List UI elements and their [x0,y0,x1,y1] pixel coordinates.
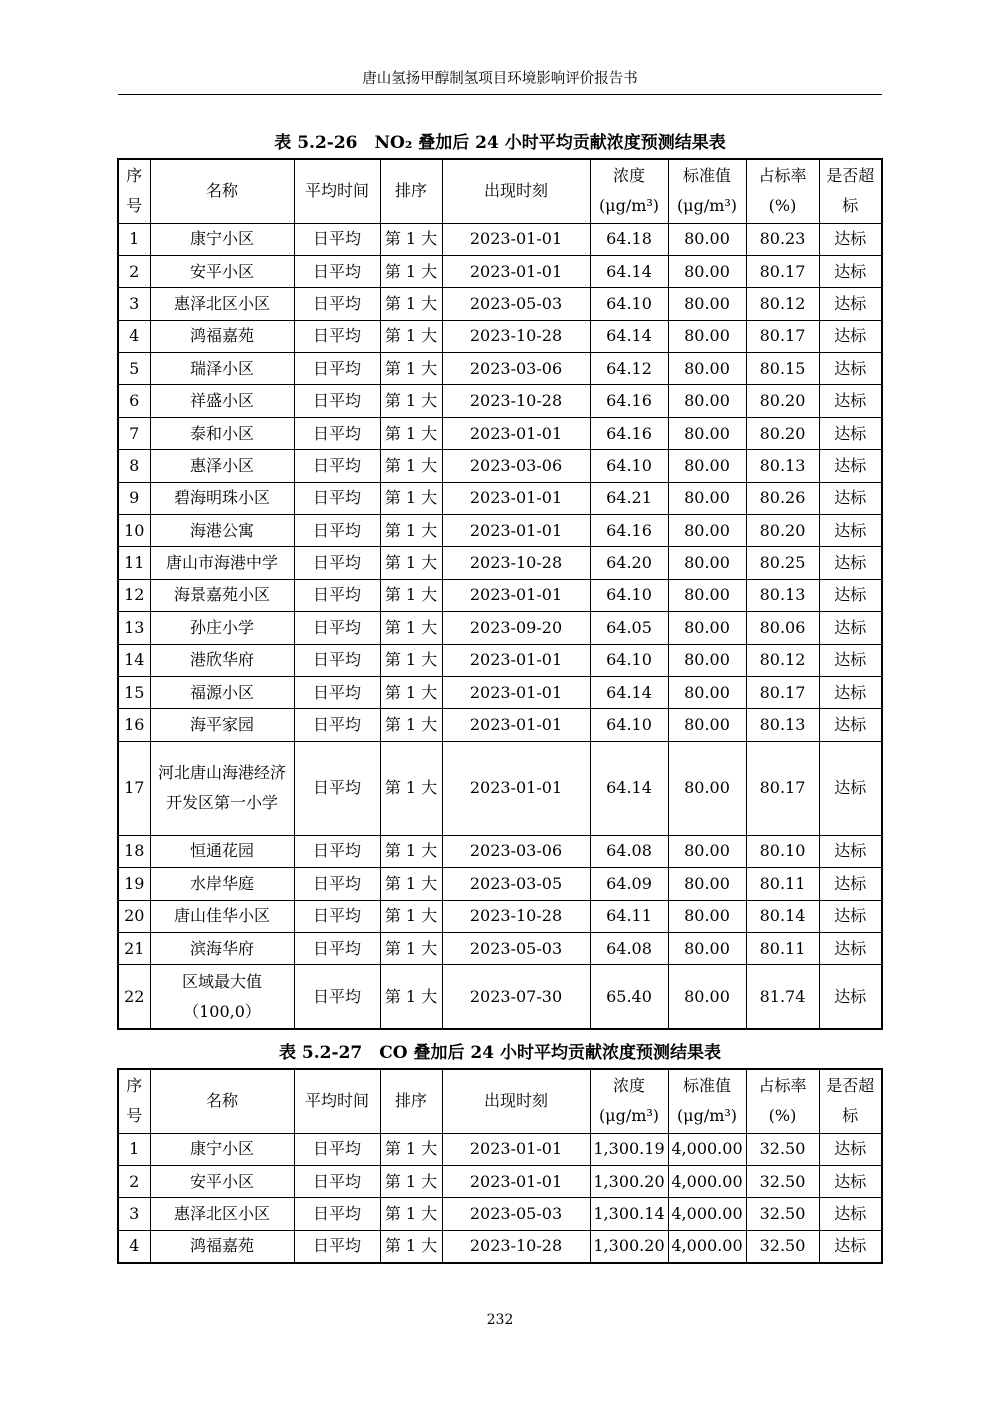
cell-avg-time: 日平均 [294,385,380,417]
col-rank-header: 排序 [380,1069,442,1133]
cell-time: 2023-01-01 [442,709,590,741]
cell-std: 80.00 [668,900,746,932]
cell-rank: 第 1 大 [380,868,442,900]
cell-time: 2023-09-20 [442,612,590,644]
cell-avg-time: 日平均 [294,547,380,579]
cell-conc: 64.18 [590,223,668,255]
table-row [118,515,882,547]
cell-name: 海平家园 [150,709,294,741]
cell-rank: 第 1 大 [380,709,442,741]
cell-conc: 64.05 [590,612,668,644]
cell-avg-time: 日平均 [294,1198,380,1230]
cell-ratio: 80.25 [746,547,819,579]
table-row [118,385,882,417]
cell-exceed: 达标 [819,709,882,741]
cell-ratio: 80.12 [746,644,819,676]
cell-time: 2023-01-01 [442,1165,590,1197]
cell-rank: 第 1 大 [380,385,442,417]
cell-rank: 第 1 大 [380,835,442,867]
table2 [117,1068,883,1264]
cell-ratio: 80.14 [746,900,819,932]
running-header-title: 唐山氢扬甲醇制氢项目环境影响评价报告书 [362,71,638,87]
cell-ratio: 80.13 [746,579,819,611]
cell-std: 80.00 [668,741,746,835]
cell-name: 滨海华府 [150,932,294,964]
table-row [118,868,882,900]
cell-rank: 第 1 大 [380,450,442,482]
cell-seq: 3 [118,1198,150,1230]
cell-avg-time: 日平均 [294,450,380,482]
cell-ratio: 80.15 [746,353,819,385]
cell-exceed: 达标 [819,1133,882,1165]
cell-std: 80.00 [668,644,746,676]
cell-ratio: 32.50 [746,1133,819,1165]
cell-exceed: 达标 [819,741,882,835]
cell-exceed: 达标 [819,965,882,1029]
cell-std: 80.00 [668,709,746,741]
col-ratio-header: 占标率 (%) [746,159,819,223]
cell-time: 2023-10-28 [442,1230,590,1262]
cell-avg-time: 日平均 [294,417,380,449]
cell-conc: 65.40 [590,965,668,1029]
cell-time: 2023-10-28 [442,385,590,417]
cell-std: 80.00 [668,450,746,482]
cell-avg-time: 日平均 [294,741,380,835]
col-avg-time-header: 平均时间 [294,159,380,223]
cell-seq: 9 [118,482,150,514]
cell-conc: 64.10 [590,644,668,676]
cell-time: 2023-01-01 [442,223,590,255]
cell-std: 80.00 [668,612,746,644]
cell-std: 4,000.00 [668,1133,746,1165]
cell-ratio: 32.50 [746,1165,819,1197]
cell-time: 2023-10-28 [442,900,590,932]
cell-name: 鸿福嘉苑 [150,1230,294,1262]
cell-time: 2023-01-01 [442,741,590,835]
cell-name: 祥盛小区 [150,385,294,417]
table-row [118,320,882,352]
cell-time: 2023-01-01 [442,515,590,547]
cell-seq: 8 [118,450,150,482]
cell-std: 80.00 [668,223,746,255]
cell-ratio: 32.50 [746,1230,819,1262]
cell-name: 区域最大值（100,0） [150,965,294,1029]
cell-rank: 第 1 大 [380,741,442,835]
cell-std: 80.00 [668,288,746,320]
cell-conc: 64.14 [590,320,668,352]
table-row [118,288,882,320]
cell-conc: 64.11 [590,900,668,932]
cell-conc: 64.14 [590,676,668,708]
page-number: 232 [486,1312,514,1328]
cell-conc: 64.09 [590,868,668,900]
cell-rank: 第 1 大 [380,676,442,708]
cell-name: 惠泽小区 [150,450,294,482]
cell-exceed: 达标 [819,482,882,514]
cell-std: 80.00 [668,515,746,547]
cell-time: 2023-05-03 [442,288,590,320]
cell-name: 河北唐山海港经济开发区第一小学 [150,741,294,835]
table-row [118,835,882,867]
cell-ratio: 80.17 [746,320,819,352]
cell-std: 4,000.00 [668,1230,746,1262]
col-avg-time-header: 平均时间 [294,1069,380,1133]
cell-seq: 3 [118,288,150,320]
cell-avg-time: 日平均 [294,1165,380,1197]
cell-rank: 第 1 大 [380,320,442,352]
cell-rank: 第 1 大 [380,482,442,514]
cell-seq: 11 [118,547,150,579]
cell-std: 80.00 [668,547,746,579]
cell-name: 孙庄小学 [150,612,294,644]
cell-time: 2023-03-06 [442,835,590,867]
cell-std: 80.00 [668,482,746,514]
cell-exceed: 达标 [819,320,882,352]
cell-seq: 17 [118,741,150,835]
cell-exceed: 达标 [819,515,882,547]
table-row [118,255,882,287]
table-row [118,709,882,741]
cell-conc: 1,300.14 [590,1198,668,1230]
table-row [118,547,882,579]
table-row [118,482,882,514]
cell-time: 2023-01-01 [442,482,590,514]
cell-exceed: 达标 [819,868,882,900]
table-row [118,579,882,611]
cell-conc: 1,300.19 [590,1133,668,1165]
table-row [118,932,882,964]
cell-exceed: 达标 [819,900,882,932]
cell-exceed: 达标 [819,1230,882,1262]
cell-exceed: 达标 [819,417,882,449]
cell-exceed: 达标 [819,932,882,964]
cell-seq: 16 [118,709,150,741]
cell-time: 2023-01-01 [442,417,590,449]
cell-std: 80.00 [668,868,746,900]
cell-ratio: 80.12 [746,288,819,320]
cell-ratio: 80.26 [746,482,819,514]
cell-seq: 1 [118,223,150,255]
table-row [118,353,882,385]
cell-conc: 64.12 [590,353,668,385]
cell-std: 80.00 [668,417,746,449]
cell-std: 80.00 [668,255,746,287]
cell-conc: 64.10 [590,288,668,320]
cell-std: 80.00 [668,385,746,417]
cell-rank: 第 1 大 [380,353,442,385]
cell-seq: 13 [118,612,150,644]
cell-time: 2023-03-06 [442,450,590,482]
cell-avg-time: 日平均 [294,709,380,741]
table-row [118,644,882,676]
cell-time: 2023-01-01 [442,579,590,611]
cell-seq: 14 [118,644,150,676]
cell-ratio: 80.13 [746,709,819,741]
cell-seq: 1 [118,1133,150,1165]
cell-name: 惠泽北区小区 [150,1198,294,1230]
cell-time: 2023-05-03 [442,1198,590,1230]
cell-name: 水岸华庭 [150,868,294,900]
cell-rank: 第 1 大 [380,579,442,611]
table2-header-row [118,1069,882,1133]
cell-ratio: 80.13 [746,450,819,482]
cell-ratio: 80.10 [746,835,819,867]
col-seq-header: 序 号 [118,159,150,223]
cell-seq: 12 [118,579,150,611]
col-std-header: 标准值 (μg/m³) [668,159,746,223]
cell-exceed: 达标 [819,1165,882,1197]
cell-name: 唐山市海港中学 [150,547,294,579]
cell-name: 鸿福嘉苑 [150,320,294,352]
cell-exceed: 达标 [819,255,882,287]
cell-conc: 64.16 [590,515,668,547]
cell-avg-time: 日平均 [294,644,380,676]
cell-ratio: 80.17 [746,255,819,287]
cell-exceed: 达标 [819,1198,882,1230]
cell-name: 唐山佳华小区 [150,900,294,932]
table1-header-row [118,159,882,223]
cell-conc: 64.10 [590,450,668,482]
cell-ratio: 80.17 [746,676,819,708]
cell-name: 福源小区 [150,676,294,708]
cell-name: 安平小区 [150,1165,294,1197]
cell-conc: 64.08 [590,932,668,964]
cell-rank: 第 1 大 [380,515,442,547]
cell-avg-time: 日平均 [294,482,380,514]
cell-ratio: 80.20 [746,385,819,417]
cell-avg-time: 日平均 [294,835,380,867]
cell-seq: 6 [118,385,150,417]
cell-name: 康宁小区 [150,1133,294,1165]
cell-avg-time: 日平均 [294,255,380,287]
col-exceed-header: 是否超 标 [819,159,882,223]
table-row [118,223,882,255]
cell-ratio: 80.20 [746,417,819,449]
cell-exceed: 达标 [819,612,882,644]
cell-std: 80.00 [668,965,746,1029]
cell-ratio: 80.17 [746,741,819,835]
cell-exceed: 达标 [819,644,882,676]
cell-std: 80.00 [668,835,746,867]
cell-conc: 64.14 [590,255,668,287]
cell-seq: 5 [118,353,150,385]
cell-seq: 22 [118,965,150,1029]
cell-rank: 第 1 大 [380,223,442,255]
cell-exceed: 达标 [819,547,882,579]
cell-name: 康宁小区 [150,223,294,255]
cell-seq: 4 [118,320,150,352]
cell-ratio: 80.20 [746,515,819,547]
running-header [118,64,882,95]
cell-name: 海港公寓 [150,515,294,547]
table-row [118,417,882,449]
cell-rank: 第 1 大 [380,255,442,287]
cell-name: 泰和小区 [150,417,294,449]
cell-rank: 第 1 大 [380,417,442,449]
col-ratio-header: 占标率 (%) [746,1069,819,1133]
col-seq-header: 序 号 [118,1069,150,1133]
cell-time: 2023-01-01 [442,676,590,708]
col-rank-header: 排序 [380,159,442,223]
col-exceed-header: 是否超 标 [819,1069,882,1133]
cell-time: 2023-01-01 [442,255,590,287]
cell-time: 2023-10-28 [442,320,590,352]
cell-exceed: 达标 [819,579,882,611]
cell-ratio: 80.06 [746,612,819,644]
col-name-header: 名称 [150,1069,294,1133]
cell-name: 瑞泽小区 [150,353,294,385]
cell-exceed: 达标 [819,385,882,417]
cell-exceed: 达标 [819,353,882,385]
cell-conc: 1,300.20 [590,1165,668,1197]
cell-avg-time: 日平均 [294,320,380,352]
cell-avg-time: 日平均 [294,579,380,611]
table-row [118,965,882,1029]
cell-seq: 18 [118,835,150,867]
cell-std: 4,000.00 [668,1198,746,1230]
cell-std: 80.00 [668,676,746,708]
cell-exceed: 达标 [819,835,882,867]
cell-ratio: 80.11 [746,868,819,900]
col-std-header: 标准值 (μg/m³) [668,1069,746,1133]
cell-avg-time: 日平均 [294,868,380,900]
cell-conc: 64.16 [590,417,668,449]
cell-ratio: 80.23 [746,223,819,255]
cell-name: 安平小区 [150,255,294,287]
cell-seq: 21 [118,932,150,964]
cell-conc: 64.16 [590,385,668,417]
cell-rank: 第 1 大 [380,900,442,932]
cell-seq: 2 [118,255,150,287]
cell-avg-time: 日平均 [294,932,380,964]
cell-rank: 第 1 大 [380,1133,442,1165]
cell-time: 2023-03-05 [442,868,590,900]
cell-rank: 第 1 大 [380,1198,442,1230]
cell-exceed: 达标 [819,288,882,320]
cell-ratio: 80.11 [746,932,819,964]
cell-conc: 1,300.20 [590,1230,668,1262]
cell-time: 2023-01-01 [442,1133,590,1165]
table-row [118,450,882,482]
table1 [117,158,883,1030]
cell-conc: 64.10 [590,709,668,741]
cell-avg-time: 日平均 [294,353,380,385]
cell-conc: 64.20 [590,547,668,579]
cell-std: 80.00 [668,932,746,964]
cell-time: 2023-07-30 [442,965,590,1029]
cell-avg-time: 日平均 [294,965,380,1029]
table-row [118,676,882,708]
cell-name: 惠泽北区小区 [150,288,294,320]
cell-rank: 第 1 大 [380,288,442,320]
cell-rank: 第 1 大 [380,612,442,644]
cell-conc: 64.08 [590,835,668,867]
col-conc-header: 浓度 (μg/m³) [590,1069,668,1133]
cell-rank: 第 1 大 [380,932,442,964]
cell-avg-time: 日平均 [294,515,380,547]
cell-std: 4,000.00 [668,1165,746,1197]
cell-rank: 第 1 大 [380,1165,442,1197]
cell-ratio: 81.74 [746,965,819,1029]
table-row [118,612,882,644]
cell-ratio: 32.50 [746,1198,819,1230]
cell-seq: 7 [118,417,150,449]
cell-seq: 19 [118,868,150,900]
cell-avg-time: 日平均 [294,223,380,255]
cell-rank: 第 1 大 [380,547,442,579]
cell-std: 80.00 [668,320,746,352]
cell-std: 80.00 [668,579,746,611]
cell-avg-time: 日平均 [294,676,380,708]
cell-exceed: 达标 [819,223,882,255]
cell-conc: 64.21 [590,482,668,514]
table-row [118,1165,882,1197]
cell-rank: 第 1 大 [380,1230,442,1262]
table-row [118,741,882,835]
table1-caption: 表 5.2-26 NO₂ 叠加后 24 小时平均贡献浓度预测结果表 [274,133,726,153]
cell-seq: 4 [118,1230,150,1262]
col-time-header: 出现时刻 [442,159,590,223]
cell-exceed: 达标 [819,450,882,482]
table-row [118,1198,882,1230]
cell-avg-time: 日平均 [294,612,380,644]
table2-caption: 表 5.2-27 CO 叠加后 24 小时平均贡献浓度预测结果表 [279,1043,721,1063]
cell-time: 2023-03-06 [442,353,590,385]
cell-time: 2023-10-28 [442,547,590,579]
cell-rank: 第 1 大 [380,965,442,1029]
cell-conc: 64.10 [590,579,668,611]
cell-seq: 2 [118,1165,150,1197]
col-conc-header: 浓度 (μg/m³) [590,159,668,223]
cell-name: 港欣华府 [150,644,294,676]
cell-avg-time: 日平均 [294,288,380,320]
cell-time: 2023-01-01 [442,644,590,676]
cell-seq: 20 [118,900,150,932]
cell-conc: 64.14 [590,741,668,835]
cell-rank: 第 1 大 [380,644,442,676]
cell-avg-time: 日平均 [294,1230,380,1262]
cell-exceed: 达标 [819,676,882,708]
table-row [118,900,882,932]
cell-avg-time: 日平均 [294,900,380,932]
cell-time: 2023-05-03 [442,932,590,964]
cell-std: 80.00 [668,353,746,385]
cell-name: 海景嘉苑小区 [150,579,294,611]
cell-name: 碧海明珠小区 [150,482,294,514]
cell-seq: 15 [118,676,150,708]
col-time-header: 出现时刻 [442,1069,590,1133]
col-name-header: 名称 [150,159,294,223]
table-row [118,1230,882,1262]
cell-avg-time: 日平均 [294,1133,380,1165]
cell-name: 恒通花园 [150,835,294,867]
table-row [118,1133,882,1165]
cell-seq: 10 [118,515,150,547]
